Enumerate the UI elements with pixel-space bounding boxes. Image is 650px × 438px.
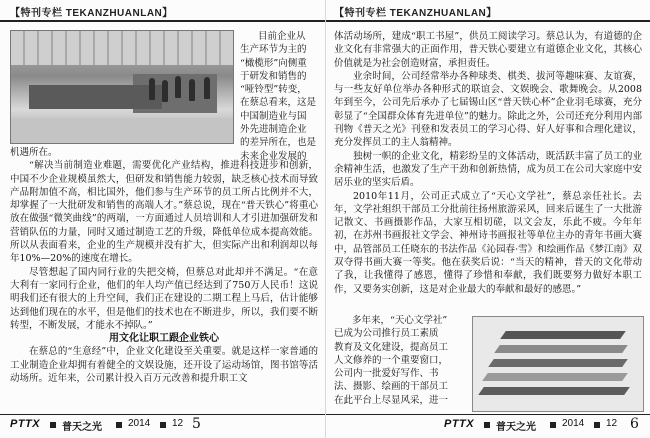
issue-number: 12 [172,418,184,429]
body-paragraph: 尽管想起了国内同行业的失把交椅，但蔡总对此却并不满足。“在意大利有一家同行企业，他们的年人均产值已经达到了750万人民币！这说明我们还有很大的上升空间，我们正在建设的二期工程上马后，估计能够达到他们现在的水平，但是他们的技术也在不断进步，所以，我们要不断转型，不断发展，才能永不掉队。” [10,266,318,331]
right-body-text [334,30,642,296]
intro-tail: 机遇所在。 [10,147,58,158]
intro-line: 中国制造业与国 [240,110,307,122]
section-subheading: 用文化让职工跟企业铁心 [109,333,219,345]
square-bullet [160,422,166,428]
intro-line: 生产环节为主的 [240,44,307,56]
header-rule [0,20,325,22]
artwork-photo [472,316,644,412]
footer-left [0,417,325,433]
intro-line: 目前企业从 [258,31,306,42]
header-rule [326,20,650,22]
square-bullet [50,422,56,428]
left-body-text [10,146,318,385]
intro-line: 于研发和销售的 [240,70,307,82]
intro-line: 外先进制造企业 [240,124,307,136]
closing-line: 人文修养的一个重要窗口， [334,354,449,366]
magazine-name: 普天之光 [62,422,102,433]
body-paragraph: 体活动场所，建成“职工书屋”，供员工阅读学习。蔡总认为，有道德的企业文化有非常强大的正面作用，普天铁心要建立有道德企业文化，其核心价值就是为社会创造财富，承担责任。 [334,31,642,69]
factory-photo [10,30,234,144]
column-tab-right: 【特刊专栏 TEKANZHUANLAN】 [334,8,497,19]
square-bullet [116,422,122,428]
intro-column [240,30,318,163]
magazine-name: 普天之光 [496,422,536,433]
pttx-logo: PTTX [444,418,475,430]
closing-line: 公司内一批爱好写作、书 [334,368,439,380]
square-bullet [594,422,600,428]
square-bullet [484,422,490,428]
intro-line: 的差异所在，也是 [240,137,317,149]
pttx-logo: PTTX [10,418,41,430]
closing-line: 已成为公司推行员工素质 [334,328,439,340]
closing-line: 在此平台上尽显风采，进一 [334,394,449,406]
body-paragraph: 独树一帜的企业文化，精彩纷呈的文体活动，既活跃丰富了员工的业余精神生活，也激发了生产干劲和创新热情，成为员工在公司大家庭中安居乐业的坚实后盾。 [334,150,642,189]
intro-line: “橄榄形”向侧重 [240,57,307,69]
closing-line: 多年来，“天心文学社” [352,315,448,326]
closing-column [334,314,464,407]
intro-line: 未来企业发展的 [240,150,307,162]
body-paragraph: 业余时间，公司经常举办各种球类、棋类、拔河等趣味赛、友谊赛，与一些友好单位举办各种形式的联谊会、文娱晚会、歌舞晚会。从2008年到至今，公司先后承办了七届锡山区“普天铁心杯”企业羽毛球赛，充分彰显了“全国群众体育先进单位”的魅力。除此之外，公司还充分利用内部刊物《普天之光》刊登和发表员工的学习心得、好人好事和合理化建议，充分发挥员工的主人翁精神。 [334,70,642,149]
issue-number: 12 [606,418,618,429]
body-paragraph: 2010年11月，公司正式成立了“天心文学社”，蔡总亲任社长。去年，文学社组织干部员工分批前往扬州旅游采风，回来后诞生了一大批游记散文、书画摄影作品，大家互相切磋，以文会友，乐此不疲。今年年初，在苏州书画报社文学会、神州诗书画报社等单位主办的青年书画大赛中，品管部员工任晓东的书法作品《沁园春·雪》和绘画作品《梦江南》双双夺得书画大赛一等奖。他在获奖后说：“当天的精神，普天的文化带动了我，让我懂得了感恩，懂得了珍惜和奉献，我们既要努力做好本职工作，又要务实创新，这是对企业最大的奉献和最好的感恩。” [334,190,642,295]
body-paragraph: 在蔡总的“生意经”中，企业文化建设至关重要。就是这样一家普通的工业制造企业却拥有着健全的文娱设施，还开设了运动场馆，图书馆等活动场所。近年来，公司累计投入百万元改善和提升职工文 [10,346,318,385]
intro-line: 在蔡总看来，这是 [240,97,317,109]
page-number-right: 6 [630,416,639,432]
column-tab-left: 【特刊专栏 TEKANZHUANLAN】 [10,8,173,19]
page-number-left: 5 [192,416,201,432]
square-bullet [550,422,556,428]
closing-line: 教育及文化建设，提高员工 [334,341,449,353]
footer-right [326,417,650,433]
intro-line: “哑铃型”转变， [240,84,307,96]
body-paragraph: “解决当前制造业难题，需要优化产业结构，推进科技进步和创新，中国不少企业规模虽然大，但研发和销售能力较弱，缺乏核心技术而导致产品附加值不高，相比国外，他们参与生产环节的员工所占比例并不大，却掌握了一大批研发和销售的高端人才。”蔡总说，现在“普天铁心”将重心放在做强“微笑曲线”的两端，一方面通过人员培训和人才引进加强研发和营销队伍的力量，同时又通过制造工艺的升级，降低单位成本提高效能。所以从表面看来，企业的生产规模并没有扩大，但实际产出和利润却以每年10%—20%的速度在增长。 [10,160,318,265]
closing-line: 法、摄影、绘画的干部员工 [334,381,449,393]
issue-year: 2014 [128,418,151,429]
issue-year: 2014 [562,418,585,429]
right-page [325,0,650,438]
